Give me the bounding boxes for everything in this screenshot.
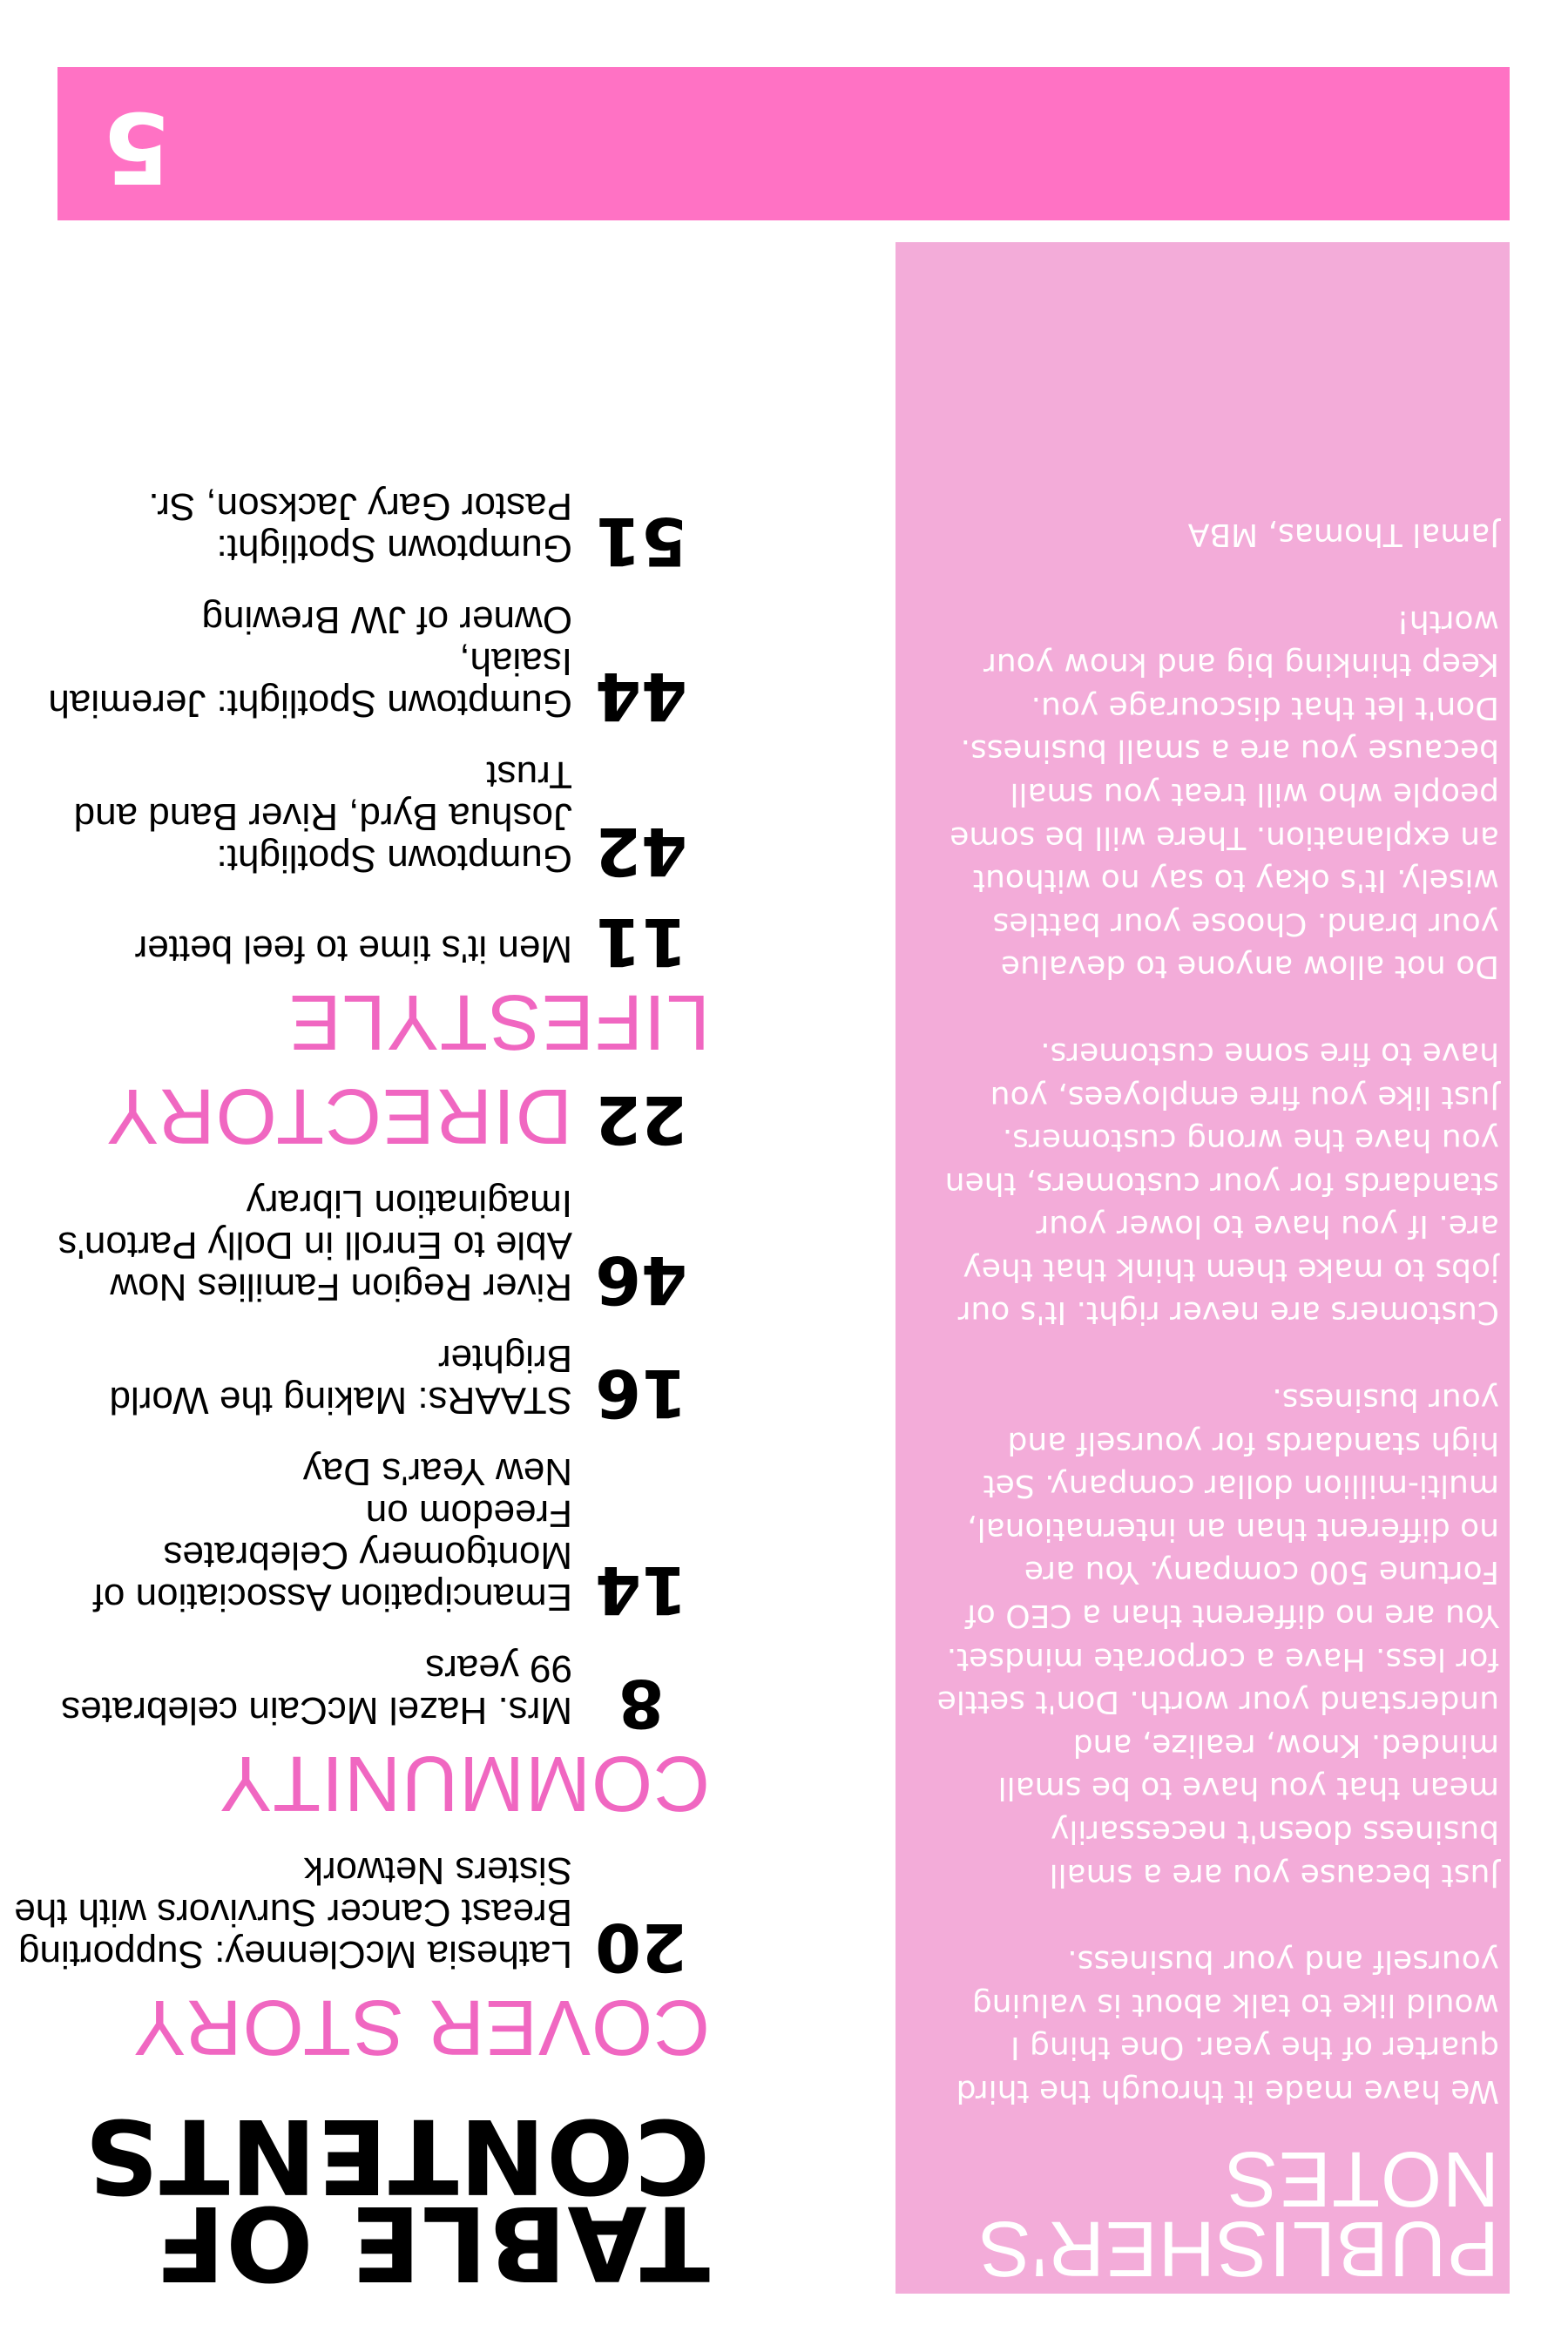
toc-entry[interactable]: [13, 1182, 710, 1319]
toc-entry-title: Gumptown Spotlight: Joshua Byrd, River Band and Trust: [73, 754, 572, 880]
note-paragraph: Do not allow anyone to devalue your brand. Choose your battles wisely. It's okay to say no without an explanation. There will be some people who will treat you small because you are a small business. Don't let that discourage you. Keep thinking big and know your worth!: [950, 603, 1499, 985]
toc-page-number: 16: [595, 1355, 687, 1432]
toc-entry[interactable]: [13, 903, 710, 981]
toc-page-number: 20: [595, 1909, 687, 1986]
page-number: 5: [103, 90, 171, 203]
note-paragraph: Customers are never right. It's our jobs to make them think that they are. If you have to lower your standards for your customers, then you have the wrong customers. Just like you fire employees, you have to fire some customers.: [944, 1035, 1499, 1331]
toc-entry[interactable]: [13, 1647, 710, 1742]
note-paragraph: Just because you are a small business doesn't necessarily mean that you have to be small minded. Know, realize, and understand your worth. Don't settle for less. Have a corporate mindset. You are no different than a CEO of Fortune 500 company. You are no different than an international, multi-million dollar company. Set high standards for yourself and your business.: [936, 1382, 1499, 1893]
toc-entry-directory[interactable]: [13, 1072, 710, 1159]
toc-page-number: 42: [595, 813, 687, 890]
toc-entry-title: Men it's time to feel better: [134, 928, 572, 970]
toc-page-number: 14: [595, 1551, 687, 1629]
section-heading-directory: DIRECTORY: [105, 1072, 572, 1159]
toc-entry-title: River Region Families Now Able to Enroll in Dolly Parton's Imagination Library: [57, 1182, 572, 1308]
section-heading-cover-story: COVER STORY: [132, 1984, 710, 2071]
toc-page-number: 8: [618, 1665, 665, 1742]
toc-entry-title: Gumptown Spotlight: Jeremiah Isaiah, Owner of JW Brewing: [48, 598, 572, 725]
toc-entry-title: STAARs: Making the World Brighter: [109, 1337, 572, 1422]
page-number-bar: [57, 67, 1510, 220]
toc-entry-title: Gumptown Spotlight: Pastor Gary Jackson, Sr.: [148, 485, 572, 570]
toc-page-number: 51: [595, 503, 687, 580]
toc-entry[interactable]: [13, 1450, 710, 1629]
toc-entry-title: Emancipation Association of Montgomery Celebrates Freedom on New Year's Day: [92, 1450, 572, 1619]
toc-page-number: 22: [595, 1081, 687, 1159]
toc-entry[interactable]: [13, 1337, 710, 1432]
publishers-notes-panel: [896, 242, 1510, 2294]
toc-entry[interactable]: [13, 1849, 710, 1986]
toc-entry-title: Mrs. Hazel McCain celebrates 99 years: [61, 1647, 572, 1732]
toc-entry[interactable]: [13, 485, 710, 580]
section-heading-community: COMMUNITY: [219, 1740, 710, 1827]
toc-entry[interactable]: [13, 598, 710, 735]
table-of-contents: [13, 456, 710, 2303]
publishers-notes-title: PUBLISHER'S NOTES: [977, 2135, 1499, 2292]
toc-title: TABLE OF CONTENTS: [84, 2096, 710, 2303]
toc-entry-title: Lathesia McClenney: Supporting Breast Cancer Survivors with the Sisters Network: [14, 1849, 572, 1976]
toc-page-number: 11: [595, 903, 687, 981]
note-paragraph: We have made it through the third quarter of the year. One thing I would like to talk about is valuing yourself and your business.: [956, 1943, 1499, 2109]
toc-entry[interactable]: [13, 754, 710, 890]
section-heading-lifestyle: LIFESTYLE: [287, 978, 710, 1065]
toc-page-number: 46: [595, 1241, 687, 1319]
toc-page-number: 44: [595, 658, 687, 735]
author-signature: Jamal Thomas, MBA: [1187, 517, 1499, 552]
